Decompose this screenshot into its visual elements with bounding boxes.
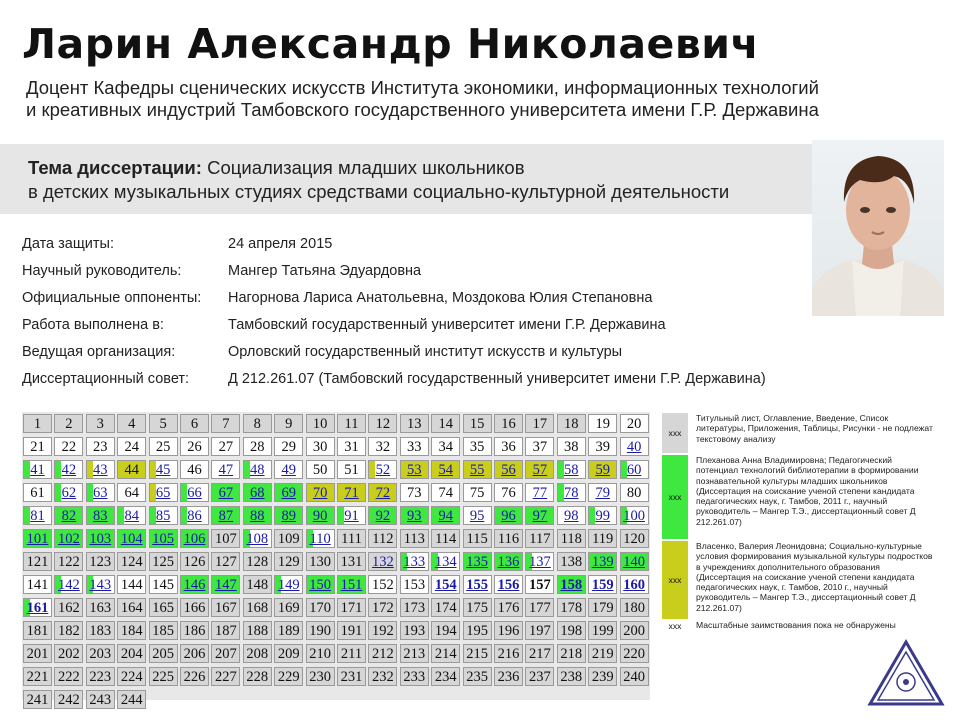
page-cell: 157 xyxy=(525,575,554,594)
page-cell[interactable]: 143 xyxy=(86,575,115,594)
page-cell: 152 xyxy=(368,575,397,594)
page-cell[interactable]: 99 xyxy=(588,506,617,525)
page-cell[interactable]: 67 xyxy=(211,483,240,502)
legend-swatch: xxx xyxy=(662,541,688,619)
page-cell[interactable]: 90 xyxy=(306,506,335,525)
page-cell: 14 xyxy=(431,414,460,433)
page-cell[interactable]: 142 xyxy=(54,575,83,594)
theme-line-1: Социализация младших школьников xyxy=(201,157,525,178)
page-cell: 25 xyxy=(149,437,178,456)
page-cell: 122 xyxy=(54,552,83,571)
page-cell[interactable]: 83 xyxy=(86,506,115,525)
page-cell: 198 xyxy=(557,621,586,640)
position-line-1: Доцент Кафедры сценических искусств Института экономики, информационных технологий xyxy=(26,77,819,98)
page-cell: 138 xyxy=(557,552,586,571)
page-cell: 180 xyxy=(620,598,649,617)
page-cell: 227 xyxy=(211,667,240,686)
page-cell[interactable]: 42 xyxy=(54,460,83,479)
legend-row-source-2 xyxy=(662,541,936,619)
page-cell: 217 xyxy=(525,644,554,663)
page-cell: 218 xyxy=(557,644,586,663)
theme-line-2: в детских музыкальных студиях средствами социально-культурной деятельности xyxy=(28,181,730,202)
page-cell[interactable]: 96 xyxy=(494,506,523,525)
page-cell[interactable]: 57 xyxy=(525,460,554,479)
page-cell[interactable]: 92 xyxy=(368,506,397,525)
page-cell: 231 xyxy=(337,667,366,686)
page-cell: 1 xyxy=(23,414,52,433)
page-cell: 193 xyxy=(400,621,429,640)
page-cell: 123 xyxy=(86,552,115,571)
author-position xyxy=(26,77,906,121)
page-cell: 116 xyxy=(494,529,523,548)
page-cell[interactable]: 69 xyxy=(274,483,303,502)
page-cell[interactable]: 62 xyxy=(54,483,83,502)
page-cell[interactable]: 66 xyxy=(180,483,209,502)
page-cell: 228 xyxy=(243,667,272,686)
page-cell: 10 xyxy=(306,414,335,433)
page-cell[interactable]: 94 xyxy=(431,506,460,525)
page-cell: 210 xyxy=(306,644,335,663)
page-cell: 120 xyxy=(620,529,649,548)
page-cell[interactable]: 103 xyxy=(86,529,115,548)
page-cell: 6 xyxy=(180,414,209,433)
page-cell: 232 xyxy=(368,667,397,686)
page-cell: 219 xyxy=(588,644,617,663)
page-cell: 148 xyxy=(243,575,272,594)
info-label: Дата защиты: xyxy=(22,236,114,252)
legend-row-none xyxy=(662,620,936,632)
page-cell[interactable]: 68 xyxy=(243,483,272,502)
page-cell: 170 xyxy=(306,598,335,617)
page-cell[interactable]: 161 xyxy=(23,598,52,617)
page-cell: 125 xyxy=(149,552,178,571)
page-cell: 111 xyxy=(337,529,366,548)
page-cell: 206 xyxy=(180,644,209,663)
page-cell: 7 xyxy=(211,414,240,433)
info-value: 24 апреля 2015 xyxy=(228,236,333,252)
page-cell[interactable]: 93 xyxy=(400,506,429,525)
dissernet-seal-icon xyxy=(866,636,946,712)
page-cell[interactable]: 100 xyxy=(620,506,649,525)
page-cell: 201 xyxy=(23,644,52,663)
info-label: Диссертационный совет: xyxy=(22,371,190,387)
page-cell: 112 xyxy=(368,529,397,548)
page-cell: 214 xyxy=(431,644,460,663)
page-cell: 197 xyxy=(525,621,554,640)
page-cell: 195 xyxy=(463,621,492,640)
page-cell[interactable]: 59 xyxy=(588,460,617,479)
page-cell: 141 xyxy=(23,575,52,594)
page-cell[interactable]: 95 xyxy=(463,506,492,525)
author-photo xyxy=(812,140,944,316)
page-cell: 61 xyxy=(23,483,52,502)
page-cell: 12 xyxy=(368,414,397,433)
page-cell[interactable]: 41 xyxy=(23,460,52,479)
page-cell: 240 xyxy=(620,667,649,686)
page-cell[interactable]: 137 xyxy=(525,552,554,571)
page-cell[interactable]: 72 xyxy=(368,483,397,502)
page-cell: 182 xyxy=(54,621,83,640)
page-cell: 242 xyxy=(54,690,83,709)
page-cell: 15 xyxy=(463,414,492,433)
dissernet-seal xyxy=(866,636,946,712)
page-cell: 200 xyxy=(620,621,649,640)
page-cell: 121 xyxy=(23,552,52,571)
page-cell: 225 xyxy=(149,667,178,686)
page-cell: 230 xyxy=(306,667,335,686)
page-cell: 208 xyxy=(243,644,272,663)
page-cell[interactable]: 86 xyxy=(180,506,209,525)
page-cell: 33 xyxy=(400,437,429,456)
page-cell: 211 xyxy=(337,644,366,663)
page-cell[interactable]: 97 xyxy=(525,506,554,525)
page-cell: 64 xyxy=(117,483,146,502)
page-cell: 241 xyxy=(23,690,52,709)
page-cell: 30 xyxy=(306,437,335,456)
page-cell: 76 xyxy=(494,483,523,502)
page-cell: 74 xyxy=(431,483,460,502)
page-cell[interactable]: 56 xyxy=(494,460,523,479)
page-cell: 244 xyxy=(117,690,146,709)
page-cell: 27 xyxy=(211,437,240,456)
page-cell[interactable]: 84 xyxy=(117,506,146,525)
page-cell: 109 xyxy=(274,529,303,548)
page-cell: 199 xyxy=(588,621,617,640)
page-cell: 192 xyxy=(368,621,397,640)
page-cell: 188 xyxy=(243,621,272,640)
page-cell: 22 xyxy=(54,437,83,456)
page-cell[interactable]: 104 xyxy=(117,529,146,548)
page-cell[interactable]: 45 xyxy=(149,460,178,479)
page-cell[interactable]: 81 xyxy=(23,506,52,525)
page-cell[interactable]: 110 xyxy=(306,529,335,548)
page-cell: 9 xyxy=(274,414,303,433)
page-cell: 176 xyxy=(494,598,523,617)
page-cell: 4 xyxy=(117,414,146,433)
info-value: Мангер Татьяна Эдуардовна xyxy=(228,263,422,279)
page-cell[interactable]: 47 xyxy=(211,460,240,479)
page-cell: 184 xyxy=(117,621,146,640)
page-cell: 243 xyxy=(86,690,115,709)
page-cell: 186 xyxy=(180,621,209,640)
page-cell[interactable]: 55 xyxy=(463,460,492,479)
legend-text: Плеханова Анна Владимировна; Педагогический потенциал технологий библиотерапии в формировании познавательной культуры младших школьников (Диссертация на соискание ученой степени кандидата педагогических наук, г. Тамбов, 2011 г., научный руководитель – Мангер Т.Э., диссертационный совет Д 212.261.07) xyxy=(696,455,919,527)
page-cell: 224 xyxy=(117,667,146,686)
page-cell[interactable]: 91 xyxy=(337,506,366,525)
page-cell: 236 xyxy=(494,667,523,686)
page-cell: 36 xyxy=(494,437,523,456)
page-cell: 164 xyxy=(117,598,146,617)
page-cell[interactable]: 87 xyxy=(211,506,240,525)
page-cell: 173 xyxy=(400,598,429,617)
info-label: Официальные оппоненты: xyxy=(22,290,202,306)
page-cell: 17 xyxy=(525,414,554,433)
page-cell[interactable]: 63 xyxy=(86,483,115,502)
page-cell: 129 xyxy=(274,552,303,571)
page-cell[interactable]: 136 xyxy=(494,552,523,571)
page-cell: 19 xyxy=(588,414,617,433)
page-cell: 107 xyxy=(211,529,240,548)
page-cell: 222 xyxy=(54,667,83,686)
page-cell: 117 xyxy=(525,529,554,548)
legend-swatch: xxx xyxy=(662,455,688,539)
info-label: Научный руководитель: xyxy=(22,263,182,279)
author-portrait-icon xyxy=(812,140,944,316)
page-cell[interactable]: 140 xyxy=(620,552,649,571)
page-cell: 177 xyxy=(525,598,554,617)
page-cell: 178 xyxy=(557,598,586,617)
page-cell[interactable]: 159 xyxy=(588,575,617,594)
page-cell[interactable]: 108 xyxy=(243,529,272,548)
page-cell[interactable]: 58 xyxy=(557,460,586,479)
page-cell[interactable]: 149 xyxy=(274,575,303,594)
page-cell[interactable]: 77 xyxy=(525,483,554,502)
page-cell: 44 xyxy=(117,460,146,479)
page-cell: 221 xyxy=(23,667,52,686)
page-cell: 166 xyxy=(180,598,209,617)
page-cell: 18 xyxy=(557,414,586,433)
page-cell: 190 xyxy=(306,621,335,640)
page-cell: 165 xyxy=(149,598,178,617)
page-cell[interactable]: 60 xyxy=(620,460,649,479)
page-cell[interactable]: 160 xyxy=(620,575,649,594)
page-cell[interactable]: 43 xyxy=(86,460,115,479)
info-label: Ведущая организация: xyxy=(22,344,176,360)
info-value: Тамбовский государственный университет имени Г.Р. Державина xyxy=(228,317,666,333)
page-cell[interactable]: 40 xyxy=(620,437,649,456)
page-cell: 202 xyxy=(54,644,83,663)
page-cell: 167 xyxy=(211,598,240,617)
page-cell[interactable]: 65 xyxy=(149,483,178,502)
page-cell[interactable]: 79 xyxy=(588,483,617,502)
page-cell: 163 xyxy=(86,598,115,617)
page-cell: 174 xyxy=(431,598,460,617)
page-cell[interactable]: 105 xyxy=(149,529,178,548)
page-cell: 39 xyxy=(588,437,617,456)
page-cell[interactable]: 150 xyxy=(306,575,335,594)
page-cell: 179 xyxy=(588,598,617,617)
legend-text: Титульный лист, Оглавление, Введение, Список литературы, Приложения, Таблицы, Рисунки - не подлежат текстовому анализу xyxy=(696,413,933,444)
page-cell: 187 xyxy=(211,621,240,640)
page-cell: 3 xyxy=(86,414,115,433)
page-cell: 127 xyxy=(211,552,240,571)
page-cell: 75 xyxy=(463,483,492,502)
page-cell[interactable]: 54 xyxy=(431,460,460,479)
page-cell: 13 xyxy=(400,414,429,433)
page-cell: 130 xyxy=(306,552,335,571)
page-cell[interactable]: 71 xyxy=(337,483,366,502)
page-cell: 32 xyxy=(368,437,397,456)
page-cell: 20 xyxy=(620,414,649,433)
page-cell: 203 xyxy=(86,644,115,663)
legend-swatch: xxx xyxy=(662,413,688,453)
page-cell: 38 xyxy=(557,437,586,456)
page-cell: 212 xyxy=(368,644,397,663)
page-cell: 215 xyxy=(463,644,492,663)
page-cell[interactable]: 151 xyxy=(337,575,366,594)
page-cell: 172 xyxy=(368,598,397,617)
page-cell: 233 xyxy=(400,667,429,686)
page-cell: 119 xyxy=(588,529,617,548)
page-cell[interactable]: 139 xyxy=(588,552,617,571)
page-cell: 8 xyxy=(243,414,272,433)
page-cell: 194 xyxy=(431,621,460,640)
legend-text: Масштабные заимствования пока не обнаружены xyxy=(696,620,896,630)
page-cell: 226 xyxy=(180,667,209,686)
page-cell[interactable]: 135 xyxy=(463,552,492,571)
page-cell[interactable]: 133 xyxy=(400,552,429,571)
page-cell: 216 xyxy=(494,644,523,663)
page-cell: 229 xyxy=(274,667,303,686)
page-cell: 153 xyxy=(400,575,429,594)
page-cell[interactable]: 82 xyxy=(54,506,83,525)
page-cell: 51 xyxy=(337,460,366,479)
page-cell: 162 xyxy=(54,598,83,617)
page-cell: 50 xyxy=(306,460,335,479)
page-cell: 205 xyxy=(149,644,178,663)
page-cell: 171 xyxy=(337,598,366,617)
page-cell: 235 xyxy=(463,667,492,686)
page-cell[interactable]: 147 xyxy=(211,575,240,594)
page-cell: 234 xyxy=(431,667,460,686)
page-cell: 126 xyxy=(180,552,209,571)
page-cell: 115 xyxy=(463,529,492,548)
page-cell: 196 xyxy=(494,621,523,640)
page-cell: 128 xyxy=(243,552,272,571)
page-cell: 238 xyxy=(557,667,586,686)
page-cell[interactable]: 49 xyxy=(274,460,303,479)
page-cell: 46 xyxy=(180,460,209,479)
page-grid xyxy=(22,412,650,708)
page-cell: 145 xyxy=(149,575,178,594)
page-cell[interactable]: 158 xyxy=(557,575,586,594)
page-cell: 73 xyxy=(400,483,429,502)
page-cell: 28 xyxy=(243,437,272,456)
page-cell: 144 xyxy=(117,575,146,594)
page-cell: 29 xyxy=(274,437,303,456)
page-cell[interactable]: 155 xyxy=(463,575,492,594)
page-cell: 185 xyxy=(149,621,178,640)
page-cell: 204 xyxy=(117,644,146,663)
page-cell: 113 xyxy=(400,529,429,548)
page-cell: 2 xyxy=(54,414,83,433)
page-cell: 191 xyxy=(337,621,366,640)
page-cell: 239 xyxy=(588,667,617,686)
page-cell: 118 xyxy=(557,529,586,548)
legend-row-excluded xyxy=(662,413,936,453)
page-cell: 207 xyxy=(211,644,240,663)
page-cell[interactable]: 48 xyxy=(243,460,272,479)
page-cell: 23 xyxy=(86,437,115,456)
page-cell: 5 xyxy=(149,414,178,433)
page-cell[interactable]: 89 xyxy=(274,506,303,525)
page-cell[interactable]: 101 xyxy=(23,529,52,548)
page-cell: 213 xyxy=(400,644,429,663)
page-cell: 209 xyxy=(274,644,303,663)
page-cell: 124 xyxy=(117,552,146,571)
page-cell: 80 xyxy=(620,483,649,502)
page-cell[interactable]: 132 xyxy=(368,552,397,571)
page-cell: 168 xyxy=(243,598,272,617)
page-cell: 21 xyxy=(23,437,52,456)
page-cell: 183 xyxy=(86,621,115,640)
page-cell[interactable]: 106 xyxy=(180,529,209,548)
page-cell: 223 xyxy=(86,667,115,686)
page-cell[interactable]: 78 xyxy=(557,483,586,502)
page-cell: 237 xyxy=(525,667,554,686)
legend-row-source-1 xyxy=(662,455,936,539)
page-cell: 220 xyxy=(620,644,649,663)
page-cell[interactable]: 52 xyxy=(368,460,397,479)
theme-label: Тема диссертации: xyxy=(28,157,202,178)
info-value: Орловский государственный институт искусств и культуры xyxy=(228,344,623,360)
page-cell[interactable]: 102 xyxy=(54,529,83,548)
page-cell: 189 xyxy=(274,621,303,640)
page-cell: 24 xyxy=(117,437,146,456)
legend-swatch: xxx xyxy=(662,620,688,632)
info-value: Нагорнова Лариса Анатольевна, Моздокова Юлия Степановна xyxy=(228,290,653,306)
page-cell[interactable]: 53 xyxy=(400,460,429,479)
page-cell: 31 xyxy=(337,437,366,456)
page-cell: 181 xyxy=(23,621,52,640)
legend-text: Власенко, Валерия Леонидовна; Социально-культурные условия формирования музыкальной культуры подростков в учреждениях дополнительного образования (Диссертация на соискание ученой степени кандидата педагогических наук, г. Тамбов, 2010 г., научный руководитель – Мангер Т.Э., диссертационный совет Д 212.261.07) xyxy=(696,541,933,613)
page-cell: 11 xyxy=(337,414,366,433)
position-line-2: и креативных индустрий Тамбовского государственного университета имени Г.Р. Державина xyxy=(26,99,819,120)
page-cell: 114 xyxy=(431,529,460,548)
author-name: Ларин Александр Николаевич xyxy=(22,20,760,68)
info-value: Д 212.261.07 (Тамбовский государственный университет имени Г.Р. Державина) xyxy=(228,371,766,387)
page-cell: 34 xyxy=(431,437,460,456)
page-cell: 131 xyxy=(337,552,366,571)
info-label: Работа выполнена в: xyxy=(22,317,164,333)
page-cell[interactable]: 134 xyxy=(431,552,460,571)
page-cell[interactable]: 70 xyxy=(306,483,335,502)
page-cell: 175 xyxy=(463,598,492,617)
page-cell[interactable]: 146 xyxy=(180,575,209,594)
dissertation-theme xyxy=(28,156,808,204)
page-cell: 26 xyxy=(180,437,209,456)
page-cell: 35 xyxy=(463,437,492,456)
page-cell[interactable]: 154 xyxy=(431,575,460,594)
page-cell: 16 xyxy=(494,414,523,433)
page-cell[interactable]: 85 xyxy=(149,506,178,525)
page-cell: 37 xyxy=(525,437,554,456)
page-cell: 169 xyxy=(274,598,303,617)
page-cell[interactable]: 98 xyxy=(557,506,586,525)
page-cell[interactable]: 88 xyxy=(243,506,272,525)
page-cell[interactable]: 156 xyxy=(494,575,523,594)
